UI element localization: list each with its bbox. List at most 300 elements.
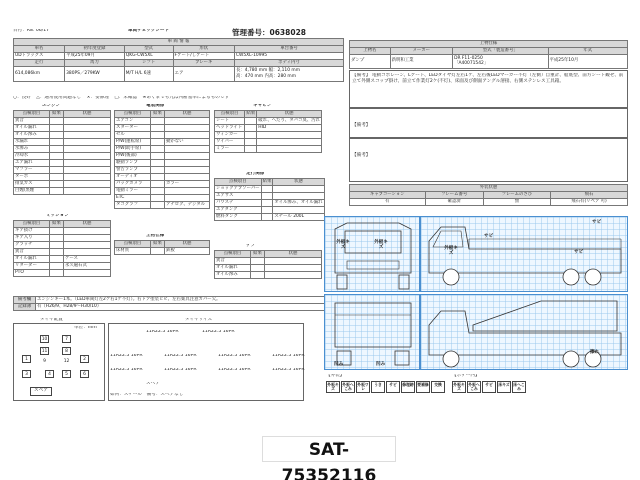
val-model: QKG-CW5XL — [124, 53, 173, 60]
legend-row — [13, 96, 343, 101]
exterior-header: 外装状態 — [350, 185, 628, 192]
body-legend-item: 外板キズ — [453, 382, 465, 392]
cabin-state: 破れ、へたり、タバコ臭、汚れ — [258, 117, 320, 123]
mission-row — [14, 263, 111, 270]
ext-col-stone: 飛石 — [551, 192, 628, 199]
engine-item: エア漏れ — [14, 160, 50, 167]
engine-item: オイル漏れ — [14, 125, 50, 132]
upper-col-maker: メーカー — [390, 48, 452, 55]
running-state: スチール 200L — [273, 214, 324, 221]
tire-size-box — [108, 323, 304, 401]
electric-item: 駆動ランプ — [115, 160, 151, 167]
engine-state — [64, 146, 111, 153]
electric-result — [151, 195, 165, 202]
engine-row — [14, 132, 111, 139]
tire-6: 6 — [80, 370, 89, 378]
tire-4: 4 — [45, 370, 54, 378]
ext-col-rust: フレームのさび — [483, 192, 550, 199]
mission-result — [50, 228, 64, 235]
electric-state — [165, 153, 210, 160]
running-col-state: 状態 — [273, 179, 324, 186]
remark2-box — [349, 108, 628, 138]
val-body-dims — [234, 67, 343, 82]
running-result — [261, 200, 273, 207]
sheet-title: 車両チェックシート — [128, 29, 170, 33]
electric-state — [165, 125, 210, 132]
tire-spec-r3c2: 11R22.5 16PR — [164, 368, 197, 372]
engine-state — [64, 139, 111, 146]
outer-legend-label: 【外装】 — [326, 374, 345, 378]
outer-legend-item: 要補修 — [416, 381, 430, 393]
upper-state: 鉄板 — [165, 248, 210, 255]
def-row — [215, 258, 322, 265]
mission-result — [50, 256, 64, 263]
upper-val-serial — [453, 55, 548, 69]
electric-item: 電動ミラー — [115, 188, 151, 195]
mission-col-state: 状態 — [64, 221, 111, 228]
engine-item: 排気ガス — [14, 181, 50, 188]
outer-legend-item: 交換 — [431, 381, 445, 393]
legend-good: ○：良好 — [13, 96, 31, 100]
cabin-row — [215, 118, 322, 125]
tire-5: 5 — [62, 370, 71, 378]
engine-state — [64, 167, 111, 174]
def-result — [251, 272, 265, 279]
mission-item: PTO — [14, 270, 50, 277]
legend-unchecked: □：未確認 — [114, 96, 138, 100]
mission-result — [50, 242, 64, 249]
ext-val-frame: 確認済 — [425, 199, 483, 206]
outer-legend-item: 外板へこみ — [342, 382, 354, 392]
electric-result — [151, 139, 165, 146]
engine-result — [50, 139, 64, 146]
def-item: 異音 — [215, 258, 251, 265]
val-name: UDトラックス — [14, 53, 65, 60]
outer-legend-item: 外板ワレ — [357, 382, 369, 392]
col-body-dims: ボディ内寸 — [234, 60, 343, 67]
running-state — [273, 207, 324, 214]
mission-item: ギア入り — [14, 235, 50, 242]
def-table — [214, 250, 322, 279]
body-legend-item: サビ — [482, 381, 496, 393]
engine-item: 水漏れ — [14, 139, 50, 146]
engine-table — [13, 110, 111, 195]
def-item: オイル漏れ — [215, 265, 251, 272]
section-mission: ミッション — [46, 214, 69, 218]
electric-row — [115, 160, 210, 167]
cabin-col-item: 点検項目 — [215, 111, 245, 118]
mission-row — [14, 228, 111, 235]
electric-result — [151, 167, 165, 174]
upper-col-result: 結果 — [151, 241, 165, 248]
diagram-side-view-bottom — [420, 294, 628, 370]
mission-state — [64, 235, 111, 242]
body-legend-item: 床キズ — [497, 381, 511, 393]
truck-rear-icon — [325, 295, 421, 371]
mission-row — [14, 256, 111, 263]
engine-state — [64, 153, 111, 160]
electric-table — [114, 110, 210, 209]
running-result — [261, 207, 273, 214]
upper-header-table — [349, 40, 628, 69]
cabin-item: ヘッドライト — [215, 125, 245, 132]
running-item: エアタンク — [215, 207, 262, 214]
tire-spec-r3c4: 11R22.5 16PR — [272, 368, 305, 372]
cabin-row — [215, 132, 322, 139]
col-mileage: 走行 — [14, 60, 65, 67]
damage-label-8: 凹み — [334, 362, 344, 367]
electric-row — [115, 202, 210, 209]
engine-col-state: 状態 — [64, 111, 111, 118]
upper-col-serial: 型式「製造番号」 — [453, 48, 548, 55]
electric-item: バックカメラ — [115, 181, 151, 188]
electric-row — [115, 195, 210, 202]
tire-7: 7 — [62, 335, 71, 343]
running-state — [273, 193, 324, 200]
engine-result — [50, 132, 64, 139]
engine-result — [50, 118, 64, 125]
col-shape: 形状 — [173, 46, 234, 53]
val-shape: Fゲート/しゲート — [173, 53, 234, 60]
engine-result — [50, 160, 64, 167]
tire-layout-title: タイヤ配置 — [40, 318, 63, 322]
val-chassis: CW5XL-10995 — [234, 53, 343, 60]
running-item: ショックアブソーバー — [216, 185, 260, 191]
cabin-item: シート — [215, 118, 245, 125]
col-model: 型式 — [124, 46, 173, 53]
electric-result — [151, 174, 165, 181]
electric-state — [165, 167, 210, 174]
cabin-state — [257, 139, 322, 146]
body-legend-item: 床へこみ — [513, 382, 525, 392]
cabin-result — [245, 118, 257, 125]
ext-val-cab: 有 — [350, 199, 426, 206]
electric-item: エアコン — [115, 118, 151, 125]
def-item: オイル滲み — [215, 272, 251, 279]
electric-result — [151, 125, 165, 132]
engine-state — [64, 181, 111, 188]
engine-row — [14, 118, 111, 125]
tire-3: 3 — [22, 370, 31, 378]
running-result — [261, 193, 273, 200]
legend-note: ※あくまでも元は判断基準によるものです — [142, 96, 230, 100]
engine-row — [14, 139, 111, 146]
cabin-table — [214, 110, 322, 153]
remarks-text: エンジンキー1本。（LED車両灯左2ケ右1ケ不灯）。右ドア塗装ヒビ、左右楽具注意カバー欠。 — [36, 297, 344, 304]
mission-state — [64, 242, 111, 249]
def-result — [251, 265, 265, 272]
vehicle-info-table — [13, 38, 344, 82]
mission-state: 永久磁石式 — [64, 263, 111, 270]
electric-row — [115, 153, 210, 160]
cabin-col-state: 状態 — [257, 111, 322, 118]
cabin-item: ウィンカー — [215, 132, 245, 139]
body-dims-line1: 長：4,780 mm 幅：2,110 mm — [235, 68, 300, 74]
engine-item: 異音 — [14, 118, 50, 125]
mission-row — [14, 235, 111, 242]
engine-item: 水滲み — [14, 146, 50, 153]
electric-item: P/W(後部) — [115, 153, 151, 160]
upper-remark — [352, 73, 625, 85]
damage-label-2: サビ — [484, 234, 494, 239]
outer-legend-item: うき — [371, 381, 385, 393]
upper-header: 上物仕様 — [350, 41, 628, 48]
section-def: デフ — [246, 244, 256, 248]
electric-row — [115, 188, 210, 195]
mission-item: オイル漏れ — [14, 256, 50, 263]
running-row — [215, 207, 325, 214]
upper-item: 床材質 — [115, 248, 151, 255]
electric-row — [115, 146, 210, 153]
upper-val-maker: 新明和工業 — [390, 55, 452, 69]
cabin-result — [245, 132, 257, 139]
electric-row — [115, 139, 210, 146]
exterior-table — [349, 184, 628, 206]
cabin-item: ミラー — [215, 146, 245, 153]
electric-result — [151, 160, 165, 167]
def-result — [251, 258, 265, 265]
spare-text: 如何：スチール 備考：スペアなし — [110, 393, 184, 397]
def-row — [215, 272, 322, 279]
dump-truck-side-icon — [421, 295, 629, 371]
spare-label: スペア — [146, 382, 160, 386]
cabin-col-result: 結果 — [246, 110, 256, 116]
mission-state — [64, 228, 111, 235]
col-name: 車名 — [14, 46, 65, 53]
body-dims-line2: 高：470 mm 内高：280 mm — [235, 73, 296, 79]
engine-row — [14, 153, 111, 160]
ext-val-stone: 飛石有(リペア 可) — [551, 199, 628, 206]
tire-spec-r1c2: 11R22.5 16PR — [202, 330, 235, 334]
mission-row — [14, 242, 111, 249]
tire-2: 2 — [80, 355, 89, 363]
mission-table — [13, 220, 111, 277]
electric-row — [115, 181, 210, 188]
electric-item: P/W(助手席) — [115, 146, 151, 153]
mission-state — [64, 270, 111, 277]
remark2-label: 【備考】 — [352, 123, 371, 128]
cabin-state: HID — [257, 125, 322, 132]
tire-spec-r1c1: 11R22.5 16PR — [146, 330, 179, 334]
cabin-item: ワイパー — [215, 139, 245, 146]
truck-front-icon — [325, 217, 421, 293]
damage-label-6: サビ — [592, 220, 602, 225]
damage-label-9: 凹み — [376, 362, 386, 367]
damage-label-7: 擦れ — [590, 350, 600, 355]
engine-state — [64, 125, 111, 132]
body-legend-item: 外板へこみ — [468, 382, 480, 392]
def-state — [265, 265, 322, 272]
tire-unit: 単位：mm — [74, 326, 97, 330]
running-row — [215, 186, 325, 193]
running-item: パワステ — [215, 200, 262, 207]
running-row — [215, 200, 325, 207]
upper-remark-box — [349, 70, 628, 108]
electric-state — [165, 195, 210, 202]
electric-row — [115, 118, 210, 125]
tire-spec-r2c4: 11R22.5 16PR — [272, 354, 305, 358]
section-engine: エンジン — [42, 104, 61, 108]
mission-item: ギア抜け — [14, 228, 50, 235]
ext-val-rust: 無 — [483, 199, 550, 206]
electric-item: オーディオ — [115, 174, 151, 181]
outer-legend-item: 外板キズ — [327, 382, 339, 392]
upper-col-state: 状態 — [165, 241, 210, 248]
electric-result — [151, 188, 165, 195]
damage-label-4: 外板キズ — [374, 240, 388, 251]
engine-row — [14, 174, 111, 181]
engine-col-item: 点検項目 — [14, 111, 50, 118]
upper-col-item: 点検項目 — [115, 241, 151, 248]
mission-result — [50, 235, 64, 242]
def-col-item: 点検項目 — [215, 251, 251, 258]
cabin-result — [245, 125, 257, 132]
engine-result — [50, 174, 64, 181]
val-shift: M/T H/L 6速 — [124, 67, 173, 82]
electric-state — [165, 160, 210, 167]
remark3-box — [349, 138, 628, 182]
damage-label-5: サビ — [574, 250, 584, 255]
electric-row — [115, 125, 210, 132]
legend-ok: △：通常使用問題なし — [36, 96, 82, 100]
mission-item: リターダー — [14, 263, 50, 270]
running-result — [261, 186, 273, 193]
electric-result — [151, 118, 165, 125]
val-mileage: 614,086km — [14, 67, 65, 82]
tire-spec-r3c3: 11R22.5 16PR — [218, 368, 251, 372]
mission-item: 異音 — [14, 249, 50, 256]
mission-row — [14, 270, 111, 277]
electric-row — [115, 174, 210, 181]
engine-state — [64, 188, 111, 195]
engine-row — [14, 167, 111, 174]
mission-row — [14, 249, 111, 256]
cabin-result — [245, 139, 257, 146]
def-col-result: 結果 — [251, 251, 265, 258]
running-state — [273, 186, 324, 193]
legend-repair: ×：要修理 — [86, 96, 109, 100]
remarks-label: 備考欄 — [14, 297, 36, 304]
upper-serial-line2: 「A40071542」 — [454, 60, 489, 66]
engine-result — [50, 167, 64, 174]
col-shift: シフト — [124, 60, 173, 67]
electric-result — [151, 181, 165, 188]
section-upper: 上物仕様 — [146, 234, 165, 238]
electric-state: アナログ、デジタル — [165, 202, 210, 209]
electric-item: セル — [115, 132, 151, 139]
upper-spec-table — [114, 240, 210, 255]
col-power: 馬力 — [65, 60, 125, 67]
electric-state — [165, 132, 210, 139]
engine-item: 白煙/黒煙 — [14, 188, 50, 195]
col-chassis: 車台番号 — [234, 46, 343, 53]
tire-spec-r2c3: 11R22.5 16PR — [218, 354, 251, 358]
electric-state — [165, 174, 210, 181]
upper-col-year: 年式 — [548, 48, 627, 55]
upper-val-year: 平成25年10月 — [548, 55, 627, 69]
electric-item: P/W(運転席) — [115, 139, 151, 146]
upper-remark-label: 【備考】 — [352, 73, 371, 78]
record-text: 有（H26/9、H28/9〜H30/10） — [36, 304, 344, 311]
engine-result — [50, 188, 64, 195]
cabin-state — [257, 146, 322, 153]
electric-row — [115, 167, 210, 174]
engine-row — [14, 146, 111, 153]
engine-item: マフラー — [14, 167, 50, 174]
val-power: 380PS／279KW — [65, 67, 125, 82]
mission-state — [64, 249, 111, 256]
val-first-reg: 平成25年09月 — [65, 53, 125, 60]
vehicle-info-header: 車 両 情 報 — [14, 39, 344, 46]
mission-col-item: 点検項目 — [14, 221, 50, 228]
cabin-row — [215, 139, 322, 146]
electric-row — [115, 132, 210, 139]
electric-result — [151, 132, 165, 139]
tire-11: 11 — [41, 349, 48, 354]
ext-col-frame: フレーム番号 — [425, 192, 483, 199]
running-state: オイル滲み、オイル漏れ — [274, 199, 323, 205]
stock-number: SAT-75352116 — [262, 436, 396, 462]
electric-item: タコグラフ — [115, 202, 151, 209]
running-row — [215, 214, 325, 221]
engine-row — [14, 181, 111, 188]
engine-item: 冷却水 — [14, 153, 50, 160]
tire-size-title: タイヤサイズ — [185, 318, 213, 322]
tire-1: 1 — [22, 355, 31, 363]
engine-item: ターボ — [14, 174, 50, 181]
upper-val-name: ダンプ — [350, 55, 391, 69]
mission-item: クラッチ — [14, 242, 50, 249]
electric-result — [151, 146, 165, 153]
upper-result — [151, 248, 165, 255]
body-legend — [452, 381, 527, 393]
engine-col-result: 結果 — [50, 111, 64, 118]
tire-spec-r3c1: 11R22.5 16PR — [110, 368, 143, 372]
tire-spec-r2c2: 11R22.5 16PR — [164, 354, 197, 358]
engine-result — [50, 181, 64, 188]
engine-row — [14, 160, 111, 167]
remark3-label: 【備考】 — [352, 153, 371, 158]
tire-10: 10 — [41, 337, 48, 342]
section-cabin: キャビン — [253, 104, 272, 108]
engine-state — [64, 132, 111, 139]
electric-state: 動かない — [165, 139, 210, 146]
upper-row — [115, 248, 210, 255]
electric-state — [165, 188, 210, 195]
record-label: 記録簿 — [14, 304, 36, 311]
mission-col-result: 結果 — [50, 221, 64, 228]
mission-result — [50, 263, 64, 270]
damage-label-1: 外板キズ — [336, 240, 350, 251]
electric-state: カラー — [165, 181, 210, 188]
upper-serial-line1: DR F11-0250 — [454, 56, 483, 62]
engine-row — [14, 188, 111, 195]
remarks-table — [13, 296, 344, 311]
def-col-state: 状態 — [265, 251, 322, 258]
electric-item: ETC — [115, 195, 151, 202]
electric-col-result: 結果 — [151, 111, 165, 118]
tire-spare: スペア — [30, 387, 52, 396]
electric-state — [165, 146, 210, 153]
engine-row — [14, 125, 111, 132]
engine-result — [50, 125, 64, 132]
engine-result — [50, 153, 64, 160]
electric-item: 警告ランプ — [115, 167, 151, 174]
electric-col-item: 点検項目 — [115, 111, 151, 118]
tire-9: 9 — [43, 359, 46, 364]
engine-state — [64, 174, 111, 181]
val-brake: エア — [173, 67, 234, 82]
